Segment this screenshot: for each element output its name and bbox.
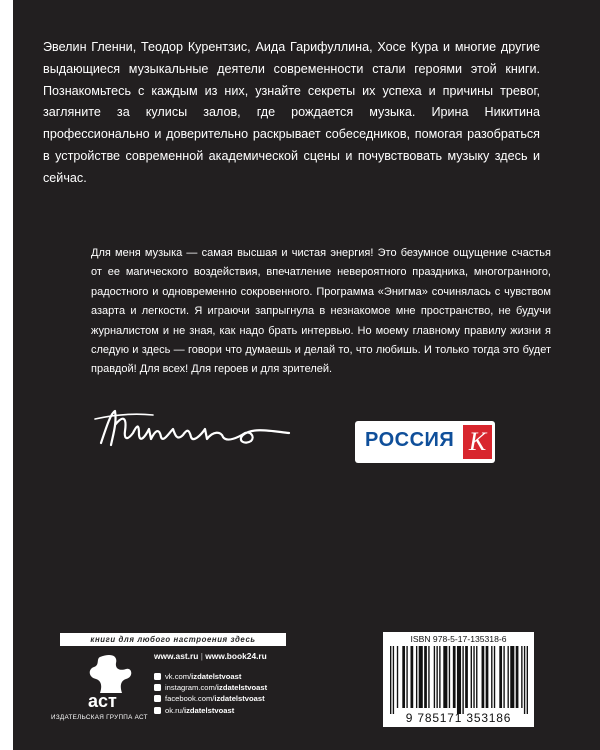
social-prefix: instagram.com/: [165, 683, 217, 693]
barcode-bar: [482, 646, 485, 708]
barcode-bar: [393, 646, 394, 714]
vk-icon: [154, 673, 161, 680]
barcode-bar: [510, 646, 514, 708]
barcode-bar: [516, 646, 519, 708]
barcode-bar: [424, 646, 427, 708]
social-instagram[interactable]: [154, 682, 354, 693]
author-quote: Для меня музыка — самая высшая и чистая энергия! Это безумное ощущение счастья от ее магического воздействия, впечатление невероятного праздника, многогранного, радостного и одновременно сокровенного. Программа «Энигма» сочинялась с чувством азарта и легкости. Я играючи запрыгнула в незнакомое мне пространство, не будучи журналистом и не зная, как надо брать интервью. Но моему главному правилу жизни я следую и здесь — говори что думаешь и делай то, что любишь. И только тогда это будет правдой! Для всех! Для героев и для зрителей.: [91, 247, 551, 376]
barcode-bar: [453, 646, 456, 708]
social-ok[interactable]: [154, 705, 354, 716]
barcode-bar: [411, 646, 414, 708]
barcode-bar: [462, 646, 463, 714]
barcode-bar: [503, 646, 504, 708]
barcode-bar: [499, 646, 502, 708]
barcode-bar: [390, 646, 391, 714]
barcode-bar: [465, 646, 468, 708]
barcode-bar: [521, 646, 522, 708]
website-book24[interactable]: www.book24.ru: [205, 651, 267, 661]
blurb-text: Эвелин Гленни, Теодор Курентзис, Аида Гарифуллина, Хосе Кура и многие другие выдающиеся музыкальные деятели современности стали героями этой книги. Познакомьтесь с каждым из них, узнайте секреты их успеха и причины тревог, загляните за кулисы залов, где рождается музыка. Ирина Никитина профессионально и доверительно раскрывает собеседников, помогая разобраться в устройстве современной академической сцены и почувствовать музыку здесь и сейчас.: [43, 40, 540, 185]
social-handle: izdatelstvoast: [216, 683, 268, 693]
barcode-bar: [494, 646, 495, 708]
barcode-bar: [486, 646, 489, 708]
russia-logo-text: РОССИЯ: [365, 429, 455, 451]
barcode-bar: [416, 646, 417, 708]
website-separator: |: [200, 651, 203, 661]
author-signature: [93, 405, 293, 453]
barcode-bar: [443, 646, 447, 708]
social-vk[interactable]: [154, 671, 354, 682]
barcode-bar: [419, 646, 423, 708]
barcode-number: 9 785171 353186: [405, 711, 512, 725]
ast-logo-text: аст: [88, 691, 117, 711]
isbn-barcode: [383, 632, 534, 727]
social-handle: izdatelstvoast: [214, 694, 265, 704]
ok-icon: [154, 707, 161, 714]
russia-k-badge: [463, 425, 492, 459]
barcode-bar: [402, 646, 405, 708]
barcode-bar: [428, 646, 429, 708]
barcode-bar: [449, 646, 450, 708]
barcode-bar: [524, 646, 525, 714]
barcode-bar: [439, 646, 440, 708]
russia-k-logo: [355, 421, 495, 463]
barcode-bar: [406, 646, 407, 708]
website-ast[interactable]: www.ast.ru: [154, 651, 199, 661]
websites: [154, 651, 267, 661]
barcode-bar: [491, 646, 492, 708]
barcode-bar: [457, 646, 461, 714]
barcode-bar: [397, 646, 398, 708]
barcode-bar: [473, 646, 474, 708]
social-prefix: ok.ru/: [165, 705, 184, 715]
social-handle: izdatelstvoast: [191, 672, 242, 682]
social-handle: izdatelstvoast: [184, 705, 235, 715]
social-prefix: vk.com/: [165, 672, 192, 682]
barcode-bar: [476, 646, 477, 708]
publisher-tagline: книги для любого настроения здесь: [60, 633, 286, 646]
barcode-bar: [508, 646, 509, 708]
publisher-caption: ИЗДАТЕЛЬСКАЯ ГРУППА АСТ: [51, 714, 148, 721]
barcode-bars: [390, 646, 528, 714]
social-facebook[interactable]: [154, 693, 354, 704]
facebook-icon: [154, 695, 161, 702]
barcode-bar: [434, 646, 435, 708]
isbn-text: ISBN 978-5-17-135318-6: [410, 634, 507, 644]
barcode-bar: [527, 646, 528, 714]
ast-logo: [70, 653, 140, 711]
back-cover: [13, 0, 600, 750]
instagram-icon: [154, 684, 161, 691]
russia-k-letter: К: [468, 427, 487, 456]
barcode-bar: [471, 646, 472, 708]
barcode-bar: [436, 646, 437, 708]
social-prefix: facebook.com/: [165, 694, 215, 704]
social-links: [154, 671, 354, 716]
